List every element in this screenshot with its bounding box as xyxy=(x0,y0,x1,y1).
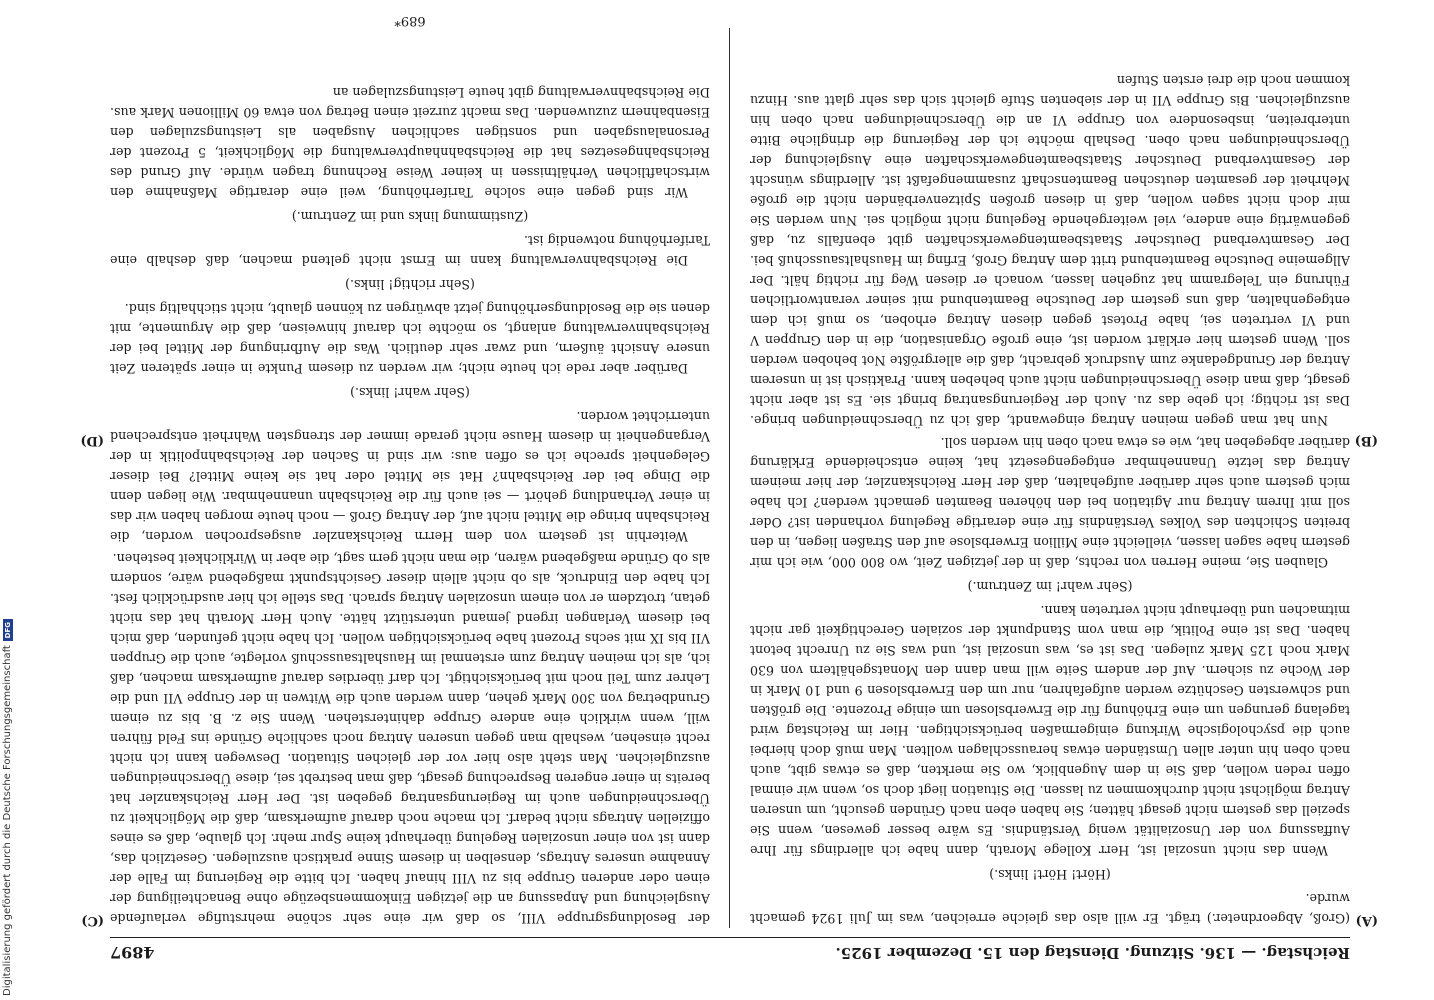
margin-marker-c: (C) xyxy=(81,913,104,928)
page-number: 4897 xyxy=(110,943,155,963)
paragraph: Glauben Sie, meine Herren von rechts, daß in der jetzigen Zeit, wo 800 000, wie ich mir gestern habe sagen lassen, vielleicht eine Million Erwerbslose auf den Straßen liegen, in den breiten Schichten des Volkes Verständnis für eine derartige Regelung vorhanden ist? Oder soll mit Ihrem Antrag nur Agitation bei den höheren Beamten gemacht werden? Ich habe mich gestern auch sehr darüber aufgehalten, daß der Herr Reichskanzler, der hier meinem Antrag das letzte Unannehmbar entgegengesetzt hat, keine entscheidende Erklärung darüber abgegeben hat, wie es etwa nach oben hin werden soll. xyxy=(750,435,1350,570)
signature-mark: 689* xyxy=(394,13,426,28)
page-header xyxy=(110,937,1350,968)
paragraph: Darüber aber rede ich heute nicht; wir werden zu diesem Punkte in einer späteren Zeit unsere Ansicht äußern, und zwar sehr deutlich. Was die Aufbringung der Mittel bei der Reichsbahnverwaltung anlangt, so möchte ich darauf hinweisen, daß die Argumente, mit denen sie die Besoldungserhöhung jetzt abwürgen zu können glaubt, nicht stichhaltig sind. xyxy=(110,301,710,376)
paragraph: (Groß, Abgeordneter.) trägt. Er will also das gleiche erreichen, was im Juli 1924 gemacht wurde. xyxy=(750,891,1350,926)
rotated-page xyxy=(80,8,1378,968)
interjection: (Sehr wahr! links.) xyxy=(350,385,470,400)
interjection: (Sehr richtig! links.) xyxy=(345,277,475,292)
header-title: Reichstag. — 136. Sitzung. Dienstag den 15. Dezember 1925. xyxy=(835,944,1350,962)
margin-marker-d: (D) xyxy=(80,433,104,448)
interjection: (Hört! Hört! links.) xyxy=(989,867,1111,882)
paragraph: der Besoldungsgruppe VIII, so daß wir eine sehr schöne mehrstufige verlaufende Ausgleichung und Anpassung an die jetzigen Einkommensbezüge ohne Benachteiligung der einen oder anderen Gruppe bis zu VIII hinauf haben. Ich bitte die Regierung im Falle der Annahme unseres Antrags, denselben in diesem Sinne praktisch auszulegen. Gesetzlich das, dann ist von einer unsozialen Regelung überhaupt keine Spur mehr. Ich glaube, daß es eines offiziellen Antrags nicht bedarf. Ich mache noch darauf aufmerksam, daß die Möglichkeit zu Überschneidungen auch im Regierungsantrag gegeben ist. Der Herr Reichskanzler hat bereits in einer engeren Besprechung gesagt, daß man bestrebt sei, diese Überschneidungen auszugleichen. Man steht also hier vor der gleichen Situation. Deswegen kann ich nicht recht einsehen, weshalb man gegen unseren Antrag noch sachliche Gründe ins Feld führen will, wenn wirklich eine andere Gruppe dahinterstehen. Wenn Sie z. B. bis zu einem Grundbetrag von 300 Mark gehen, dann werden auch die Witwen in der Gruppe VII und die Lehrer zum Teil noch mit berücksichtigt. Ich darf überdies darauf aufmerksam machen, daß ich, als ich meinen Antrag zum erstenmal im Haushaltsausschuß vorlegte, auch die Gruppen VII bis IX mit sechs Prozent habe berücksichtigen wollen. Ich habe nicht gefunden, daß mich bei diesem Verlangen irgend jemand unterstützt hätte. Auch Herr Morath hat das nicht getan, trotzdem er von einem unsozialen Antrag sprach. Das stelle ich hier ausdrücklich fest. Ich habe den Eindruck, als ob nicht allein dieser Gesichtspunkt maßgebend wäre, sondern als ob Gründe maßgebend wären, die man nicht gern sagt, die aber in Wirklichkeit bestehen. xyxy=(110,551,710,926)
column-divider xyxy=(729,28,730,928)
interjection: (Sehr wahr! im Zentrum.) xyxy=(967,579,1133,594)
margin-marker-a: (A) xyxy=(1355,913,1378,928)
credit-text: Digitalisierung gefördert durch die Deutsche Forschungsgemeinschaft xyxy=(2,645,13,996)
paragraph: Weiterhin ist gestern von dem Herrn Reichskanzler ausgesprochen worden, die Reichsbahn bringe die Mittel nicht auf, der Antrag Groß — noch heute morgen haben wir das in einer Verhandlung gehört — sei auch für die Reichsbahn unannehmbar. Wie liegen denn die Dinge bei der Reichsbahn? Hat sie Mittel oder hat sie keine Mittel? Bei dieser Gelegenheit spreche ich es offen aus: wir sind in Sachen der Reichsbahnpolitik in der Vergangenheit in diesem Hause nicht gerade immer der strengsten Wahrheit entsprechend unterrichtet worden. xyxy=(110,409,710,544)
margin-marker-b: (B) xyxy=(1354,433,1378,448)
paragraph: Die Reichsbahnverwaltung kann im Ernst nicht geltend machen, daß deshalb eine Tariferhöhung notwendig ist. xyxy=(110,233,710,268)
dfg-logo-icon: DFG xyxy=(3,619,13,641)
right-column xyxy=(110,28,710,928)
paragraph: Wenn das nicht unsozial ist, Herr Kollege Morath, dann habe ich allerdings für Ihre Auffassung von der Unsozialität wenig Verständnis. Es wäre besser gewesen, wenn Sie speziell das gestern nicht gesagt hätten; Sie haben eben nach Gründen gesucht, um unseren Antrag möglichst nicht durchkommen zu lassen. Die Situation liegt doch so, wenn wir einmal offen reden wollen, daß Sie in dem Augenblick, wo Sie merkten, daß es etwas gibt, auch nach oben hin unter allen Umständen etwas herausschlagen wollten. Man muß doch hierbei auch die psychologische Wirkung einigermaßen berücksichtigen. Hier im Reichstag wird tagelang gerungen um eine Erhöhung für die Erwerbslosen um einige Prozente. Die größten und schwersten Geschütze werden aufgefahren, nur um den Erwerbslosen 9 und 10 Mark in der Woche zu sichern. Auf der andern Seite will man dann den Monatsgehältern von 630 Mark noch 125 Mark zulegen. Das ist es, was unsozial ist, und was Sie zu Unrecht betont haben. Das ist eine Politik, die man vom Standpunkt der sozialen Gerechtigkeit gar nicht mitmachen und überhaupt nicht vertreten kann. xyxy=(750,603,1350,858)
left-column xyxy=(750,28,1350,928)
dfg-credit xyxy=(2,619,13,996)
paragraph: Wir sind gegen eine solche Tariferhöhung, weil eine derartige Maßnahme den wirtschaftlichen Verhältnissen in keiner Weise Rechnung tragen würde. Auf Grund des Reichsbahngesetzes hat die Reichsbahnhauptverwaltung die Möglichkeit, 5 Prozent der Personalausgaben und sonstigen sachlichen Ausgaben als Leistungszulagen den Eisenbahnern zuzuwenden. Das macht zurzeit einen Betrag von etwa 60 Millionen Mark aus. Die Reichsbahnverwaltung gibt heute Leistungszulagen an xyxy=(110,85,710,200)
paragraph: Nun hat man gegen meinen Antrag eingewandt, daß ich zu Überschneidungen bringe. Das ist richtig; ich gebe das zu. Auch der Regierungsantrag bringt sie. Es ist aber nicht gesagt, daß man diese Überschneidungen nicht auch beheben kann. Praktisch ist in unserem Antrag der Grundgedanke zum Ausdruck gebracht, daß die allergrößte Not behoben werden soll. Wenn gestern hier erklärt worden ist, eine große Organisation, die in den Gruppen V und VI vertreten sei, habe Protest gegen diesen Antrag erhoben, so muß ich dem entgegenhalten, daß uns gestern der Deutsche Beamtenbund mit seiner verantwortlichen Führung ein Telegramm hat zugehen lassen, wonach er diesen Weg für richtig hält. Der Allgemeine Deutsche Beamtenbund tritt dem Antrag Groß, Erfing im Haushaltsausschuß bei. Der Gesamtverband Deutscher Staatsbeamtengewerkschaften gibt ebenfalls zu, daß gegenwärtig eine andere, viel weitergehende Regelung nicht möglich sei. Nun werden Sie mir doch nicht sagen wollen, daß in diesen großen Spitzenverbänden nicht die große Mehrheit der gesamten deutschen Beamtenschaft zusammengefaßt ist. Allerdings wünscht der Gesamtverband Deutscher Staatsbeamtengewerkschaften eine Ausgleichung der Überschneidungen nach oben. Deshalb möchte ich der Regierung die dringliche Bitte unterbreiten, insbesondere von Gruppe VI an die Überschneidungen nach oben hin auszugleichen. Bis Gruppe VII in der siebenten Stufe gleicht sich das sehr glatt aus. Hinzu kommen noch die drei ersten Stufen xyxy=(750,73,1350,428)
interjection: (Zustimmung links und im Zentrum.) xyxy=(291,209,529,224)
